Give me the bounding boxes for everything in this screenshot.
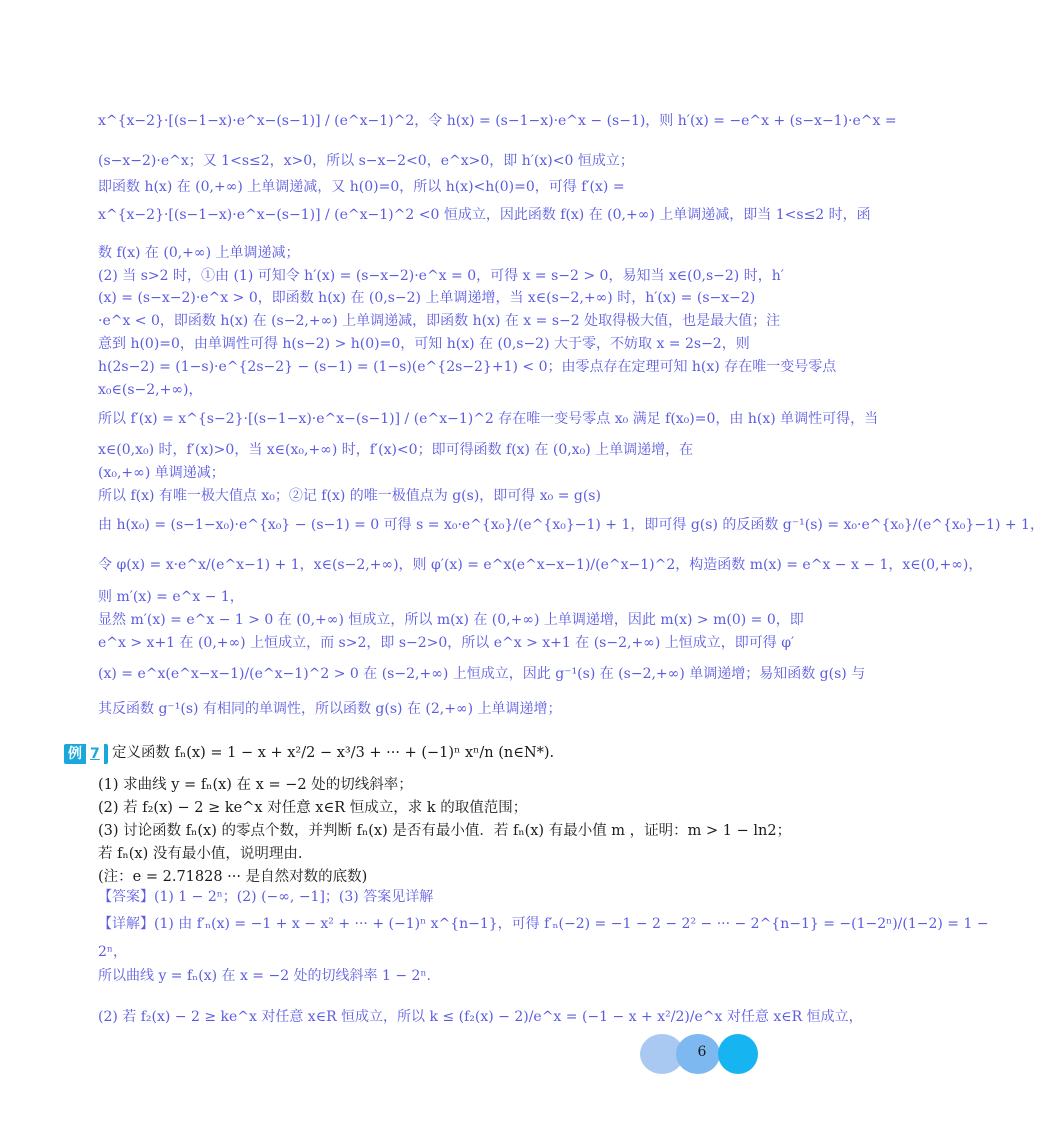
solution-line: 显然 m′(x) = e^x − 1 > 0 在 (0,+∞) 恒成立，所以 m(x) 在 (0,+∞) 上单调递增，因此 m(x) > m(0) = 0，即: [98, 612, 804, 628]
solution-line: (x₀,+∞) 单调递减；: [98, 465, 225, 481]
solution-line: x∈(0,x₀) 时，f′(x)>0，当 x∈(x₀,+∞) 时，f′(x)<0；即可得函数 f(x) 在 (0,x₀) 上单调递增，在: [98, 442, 694, 458]
solution-line: 令 φ(x) = x·e^x/(e^x−1) + 1，x∈(s−2,+∞)，则 φ′(x) = e^x(e^x−x−1)/(e^x−1)^2，构造函数 m(x) = e^x − x − 1，x∈(0,+∞)，: [98, 557, 983, 573]
decor-circle: [718, 1034, 758, 1074]
solution-line: 即函数 h(x) 在 (0,+∞) 上单调递减，又 h(0)=0，所以 h(x)<h(0)=0，可得 f′(x) =: [98, 179, 625, 195]
page-number: 6: [697, 1044, 707, 1060]
solution-line: (2) 当 s>2 时，①由 (1) 可知令 h′(x) = (s−x−2)·e^x = 0，可得 x = s−2 > 0，易知当 x∈(0,s−2) 时，h′: [98, 268, 784, 284]
solution-line: e^x > x+1 在 (0,+∞) 上恒成立，而 s>2，即 s−2>0，所以 e^x > x+1 在 (s−2,+∞) 上恒成立，即可得 φ′: [98, 635, 795, 651]
example-line: 若 fₙ(x) 没有最小值，说明理由.: [98, 846, 303, 862]
answer-line: 所以曲线 y = fₙ(x) 在 x = −2 处的切线斜率 1 − 2ⁿ.: [98, 968, 431, 984]
solution-line: 数 f(x) 在 (0,+∞) 上单调递减；: [98, 245, 300, 261]
solution-line: x₀∈(s−2,+∞)，: [98, 382, 203, 398]
solution-line: 意到 h(0)=0，由单调性可得 h(s−2) > h(0)=0，可知 h(x) 在 (0,s−2) 大于零，不妨取 x = 2s−2，则: [98, 336, 750, 352]
example-line: 定义函数 fₙ(x) = 1 − x + x²/2 − x³/3 + ··· + (−1)ⁿ xⁿ/n (n∈N*).: [112, 745, 555, 761]
example-badge-label: 例: [68, 746, 82, 762]
solution-line: ·e^x < 0，即函数 h(x) 在 (s−2,+∞) 上单调递减，即函数 h(x) 在 x = s−2 处取得极大值，也是最大值；注: [98, 313, 781, 329]
answer-line: (2) 若 f₂(x) − 2 ≥ ke^x 对任意 x∈R 恒成立，所以 k ≤ (f₂(x) − 2)/e^x = (−1 − x + x²/2)/e^x 对任意 x∈R 恒成立，: [98, 1009, 863, 1025]
solution-line: (x) = (s−x−2)·e^x > 0，即函数 h(x) 在 (0,s−2) 上单调递增，当 x∈(s−2,+∞) 时，h′(x) = (s−x−2): [98, 290, 756, 306]
example-badge: [64, 744, 108, 764]
solution-line: x^{x−2}·[(s−1−x)·e^x−(s−1)] / (e^x−1)^2 <0 恒成立，因此函数 f(x) 在 (0,+∞) 上单调递减，即当 1<s≤2 时，函: [98, 207, 871, 223]
solution-line: (x) = e^x(e^x−x−1)/(e^x−1)^2 > 0 在 (s−2,+∞) 上恒成立，因此 g⁻¹(s) 在 (s−2,+∞) 单调递增；易知函数 g(s) 与: [98, 666, 866, 682]
example-line: (1) 求曲线 y = fₙ(x) 在 x = −2 处的切线斜率；: [98, 777, 413, 793]
example-line: (2) 若 f₂(x) − 2 ≥ ke^x 对任意 x∈R 恒成立，求 k 的取值范围；: [98, 800, 528, 816]
solution-line: h(2s−2) = (1−s)·e^{2s−2} − (s−1) = (1−s)(e^{2s−2}+1) < 0；由零点存在定理可知 h(x) 存在唯一变号零点: [98, 359, 837, 375]
answer-line: 【详解】(1) 由 f′ₙ(x) = −1 + x − x² + ··· + (−1)ⁿ x^{n−1}，可得 f′ₙ(−2) = −1 − 2 − 2² − ··· − 2^{n−1} = −(1−2ⁿ)/(1−2) = 1 −: [98, 916, 989, 932]
solution-line: 所以 f′(x) = x^{s−2}·[(s−1−x)·e^x−(s−1)] / (e^x−1)^2 存在唯一变号零点 x₀ 满足 f(x₀)=0，由 h(x) 单调性可得，当: [98, 411, 879, 427]
solution-line: x^{x−2}·[(s−1−x)·e^x−(s−1)] / (e^x−1)^2，令 h(x) = (s−1−x)·e^x − (s−1)，则 h′(x) = −e^x + (s−x−1)·e^x =: [98, 113, 897, 129]
solution-line: 其反函数 g⁻¹(s) 有相同的单调性，所以函数 g(s) 在 (2,+∞) 上单调递增；: [98, 701, 562, 717]
example-line: (3) 讨论函数 fₙ(x) 的零点个数，并判断 fₙ(x) 是否有最小值．若 fₙ(x) 有最小值 m ，证明：m > 1 − ln2；: [98, 823, 792, 839]
example-badge-number: 7: [86, 744, 104, 764]
page-number-decoration: [640, 1034, 760, 1074]
answer-line: 【答案】(1) 1 − 2ⁿ；(2) (−∞, −1]；(3) 答案见详解: [98, 889, 434, 905]
solution-line: 所以 f(x) 有唯一极大值点 x₀；②记 f(x) 的唯一极值点为 g(s)，即可得 x₀ = g(s): [98, 488, 601, 504]
solution-line: 则 m′(x) = e^x − 1，: [98, 589, 244, 605]
example-line: (注：e = 2.71828 ··· 是自然对数的底数): [98, 869, 368, 885]
answer-line: 2ⁿ，: [98, 944, 127, 960]
solution-line: 由 h(x₀) = (s−1−x₀)·e^{x₀} − (s−1) = 0 可得 s = x₀·e^{x₀}/(e^{x₀}−1) + 1，即可得 g(s) 的反函数 g⁻¹(s) = x₀·e^{x₀}/(e^{x₀}−1) + 1，: [98, 517, 1044, 533]
solution-line: (s−x−2)·e^x；又 1<s≤2，x>0，所以 s−x−2<0，e^x>0，即 h′(x)<0 恒成立；: [98, 153, 634, 169]
